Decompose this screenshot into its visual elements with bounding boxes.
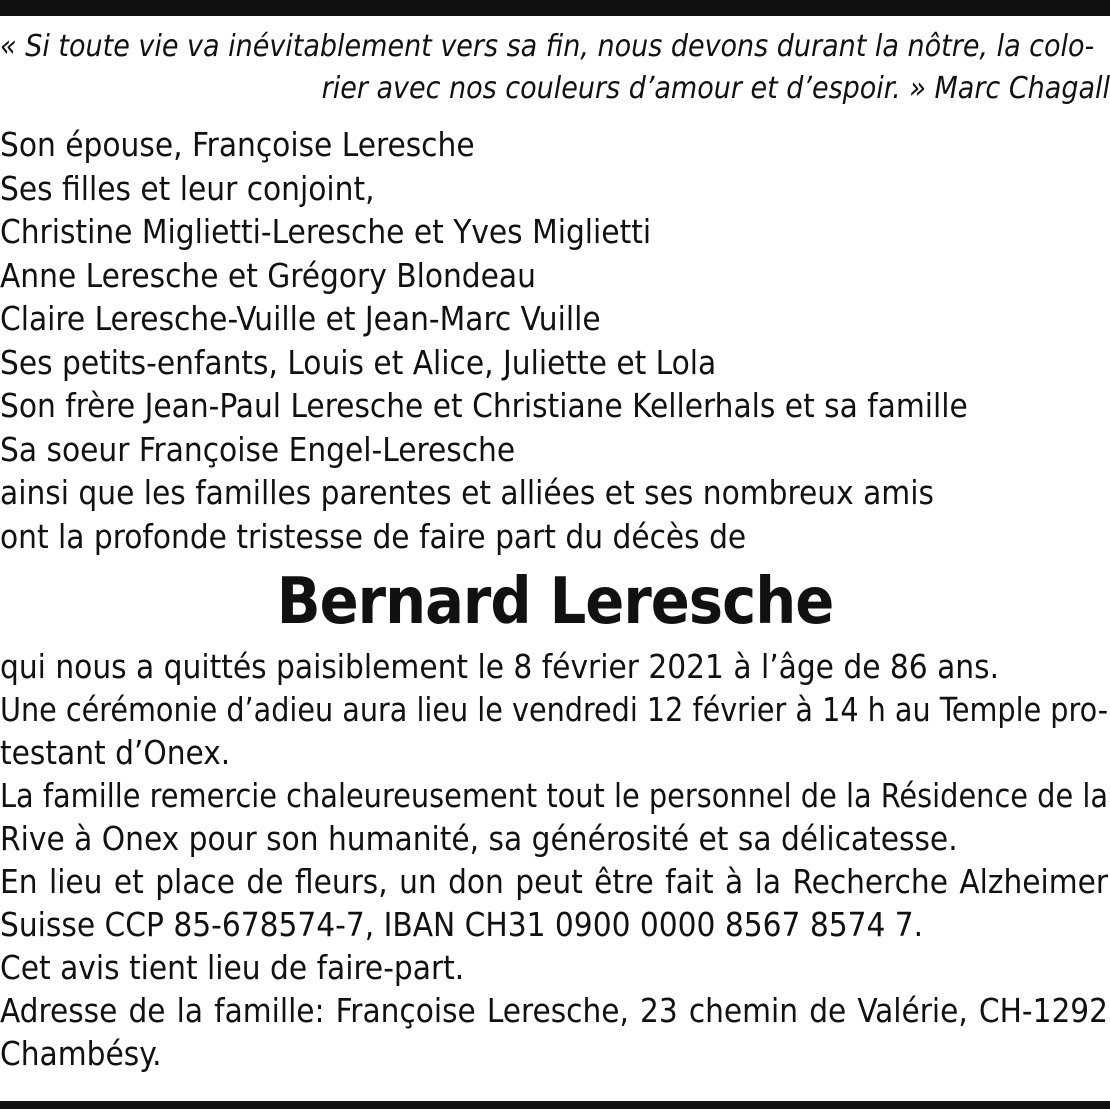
family-line: Son épouse, Françoise Leresche <box>0 125 475 164</box>
family-line: Claire Leresche-Vuille et Jean-Marc Vuille <box>0 299 601 338</box>
top-border <box>0 0 1110 16</box>
family-line: Christine Miglietti-Leresche et Yves Miglietti <box>0 212 652 251</box>
family-line: Sa soeur Françoise Engel-Leresche <box>0 429 516 469</box>
family-line: ont la profonde tristesse de faire part du décès de <box>0 516 747 556</box>
family-line: ainsi que les familles parentes et alliées et ses nombreux amis <box>0 473 934 512</box>
quote-line-1: « Si toute vie va inévitablement vers sa fin, nous devons durant la nôtre, la colo- <box>0 29 1095 64</box>
address-line-2: Chambésy. <box>0 1034 162 1073</box>
ceremony-line-1: Une cérémonie d’adieu aura lieu le vendredi 12 février à 14 h au Temple pro- <box>0 690 1109 729</box>
ceremony-line-2: testant d’Onex. <box>0 733 231 772</box>
family-line: Ses filles et leur conjoint, <box>0 168 375 208</box>
notice-details <box>0 645 1110 1075</box>
thanks-line-2: Rive à Onex pour son humanité, sa générosité et sa délicatesse. <box>0 819 958 858</box>
quote-line-2: rier avec nos couleurs d’amour et d’espoir. » Marc Chagall <box>321 71 1110 106</box>
bottom-border <box>0 1101 1110 1109</box>
family-line: Son frère Jean-Paul Leresche et Christiane Kellerhals et sa famille <box>0 386 968 425</box>
thanks-line-1: La famille remercie chaleureusement tout le personnel de la Résidence de la <box>0 776 1109 815</box>
notice-line: Cet avis tient lieu de faire-part. <box>0 948 465 987</box>
deceased-name: Bernard Leresche <box>276 565 834 639</box>
family-line: Ses petits-enfants, Louis et Alice, Juliette et Lola <box>0 342 717 382</box>
family-list <box>0 123 1110 558</box>
donation-line-2: Suisse CCP 85-678574-7, IBAN CH31 0900 0000 8567 8574 7. <box>0 905 924 944</box>
epigraph-quote <box>0 26 1110 110</box>
donation-line-1: En lieu et place de fleurs, un don peut être fait à la Recherche Alzheimer <box>0 862 1109 901</box>
passing-line: qui nous a quittés paisiblement le 8 février 2021 à l’âge de 86 ans. <box>0 647 1000 686</box>
address-line-1: Adresse de la famille: Françoise Leresche, 23 chemin de Valérie, CH-1292 <box>0 991 1109 1030</box>
family-line: Anne Leresche et Grégory Blondeau <box>0 255 536 295</box>
